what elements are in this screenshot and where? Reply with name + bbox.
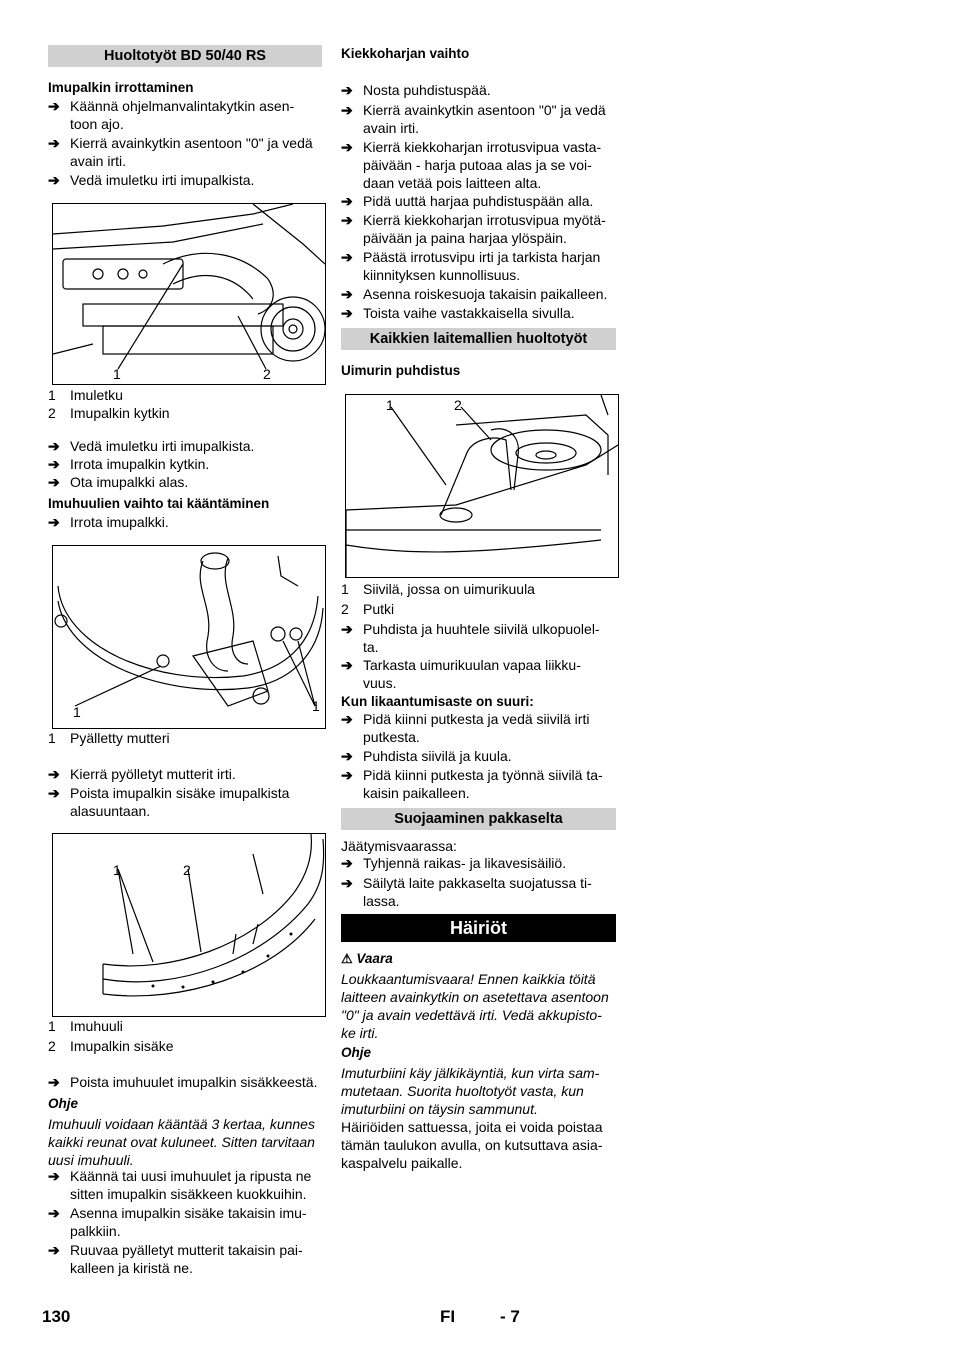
arrow-right-icon: ➔: [341, 139, 353, 155]
arrow-right-icon: ➔: [48, 514, 60, 530]
arrow-right-icon: ➔: [341, 657, 353, 673]
rstep-2: ➔ Kierrä avainkytkin asentoon "0" ja vedä avain irti.: [341, 102, 606, 136]
step-12: ➔ Asenna imupalkin sisäke takaisin imu- palkkiin.: [48, 1205, 307, 1239]
step-1: ➔ Käännä ohjelmanvalintakytkin asen- toon ajo.: [48, 98, 295, 132]
fig4-legend: 1 Siivilä, jossa on uimurikuula 2 Putki: [341, 581, 535, 617]
arrow-right-icon: ➔: [48, 438, 60, 454]
fig1-legend: 1 Imuletku 2 Imupalkin kytkin: [48, 387, 170, 421]
arrow-right-icon: ➔: [341, 286, 353, 302]
body-text: Häiriöiden sattuessa, joita ei voida poistaa tämän taulukon avulla, on kutsuttava asia- kaspalvelu paikalle.: [341, 1119, 603, 1171]
rstep-15: ➔ Säilytä laite pakkaselta suojatussa ti- lassa.: [341, 875, 592, 909]
rstep-4: ➔ Pidä uuttä harjaa puhdistuspään alla.: [341, 193, 594, 209]
arrow-right-icon: ➔: [48, 1242, 60, 1258]
figure-float-strainer: [345, 394, 619, 578]
arrow-right-icon: ➔: [341, 748, 353, 764]
arrow-right-icon: ➔: [48, 766, 60, 782]
rstep-8: ➔ Toista vaihe vastakkaisella sivulla.: [341, 305, 575, 321]
fig2-callout-1a: 1: [73, 704, 81, 720]
arrow-right-icon: ➔: [341, 875, 353, 891]
arrow-right-icon: ➔: [341, 711, 353, 727]
figure-knurled-nut: [52, 545, 326, 729]
fig3-callout-2: 2: [183, 862, 191, 878]
heading-kun-likaantumisaste: Kun likaantumisaste on suuri:: [341, 694, 534, 709]
arrow-right-icon: ➔: [341, 102, 353, 118]
arrow-right-icon: ➔: [341, 767, 353, 783]
arrow-right-icon: ➔: [48, 785, 60, 801]
rstep-10: ➔ Tarkasta uimurikuulan vapaa liikku- vuus.: [341, 657, 581, 691]
heading-uimurin-puhdistus: Uimurin puhdistus: [341, 363, 461, 378]
frost-intro: Jäätymisvaarassa:: [341, 838, 457, 854]
heading-imupalkin-irrottaminen: Imupalkin irrottaminen: [48, 80, 194, 95]
warning-heading: ⚠ Vaara: [341, 951, 393, 966]
step-3: ➔ Vedä imuletku irti imupalkista.: [48, 172, 255, 188]
arrow-right-icon: ➔: [48, 98, 60, 114]
rstep-6: ➔ Päästä irrotusvipu irti ja tarkista harjan kiinnityksen kunnollisuus.: [341, 249, 601, 283]
step-11: ➔ Käännä tai uusi imuhuulet ja ripusta ne sitten imupalkin sisäkkeen kuokkuihin.: [48, 1168, 312, 1202]
note-text: Imuhuuli voidaan kääntää 3 kertaa, kunnes kaikki reunat ovat kuluneet. Sitten tarvitaan uusi imuhuuli.: [48, 1116, 315, 1168]
heading-imuhuulien-vaihto: Imuhuulien vaihto tai kääntäminen: [48, 496, 270, 511]
step-6: ➔ Ota imupalkki alas.: [48, 474, 189, 490]
arrow-right-icon: ➔: [48, 456, 60, 472]
note2-title: Ohje: [341, 1045, 372, 1060]
arrow-right-icon: ➔: [341, 621, 353, 637]
arrow-right-icon: ➔: [48, 474, 60, 490]
step-4: ➔ Vedä imuletku irti imupalkista.: [48, 438, 255, 454]
arrow-right-icon: ➔: [48, 135, 60, 151]
language-code: FI: [440, 1307, 456, 1326]
fig2-legend: 1 Pyälletty mutteri: [48, 730, 170, 746]
sub-page-number: - 7: [500, 1307, 520, 1326]
page-number: 130: [42, 1307, 71, 1326]
fig1-callout-2: 2: [263, 366, 271, 382]
fig4-callout-1: 1: [386, 397, 394, 413]
rstep-9: ➔ Puhdista ja huuhtele siivilä ulkopuolel- ta.: [341, 621, 600, 655]
rstep-7: ➔ Asenna roiskesuoja takaisin paikalleen.: [341, 286, 608, 302]
arrow-right-icon: ➔: [341, 193, 353, 209]
fig4-callout-2: 2: [454, 397, 462, 413]
arrow-right-icon: ➔: [48, 172, 60, 188]
note-title: Ohje: [48, 1096, 79, 1111]
figure-suction-lip: [52, 833, 326, 1017]
warning-text: Loukkaantumisvaara! Ennen kaikkia töitä laitteen avainkytkin on asetettava asentoon "0" ja avain vedettävä irti. Vedä akkupisto- ke irti.: [341, 971, 609, 1041]
arrow-right-icon: ➔: [341, 855, 353, 871]
figure-suction-hose: [52, 203, 326, 385]
section-band-hairiot: Häiriöt: [341, 914, 616, 942]
step-8: ➔ Kierrä pyölletyt mutterit irti.: [48, 766, 236, 782]
step-10: ➔ Poista imuhuulet imupalkin sisäkkeestä.: [48, 1074, 318, 1090]
step-7: ➔ Irrota imupalkki.: [48, 514, 169, 530]
rstep-14: ➔ Tyhjennä raikas- ja likavesisäiliö.: [341, 855, 567, 871]
arrow-right-icon: ➔: [341, 212, 353, 228]
fig3-legend: 1 Imuhuuli 2 Imupalkin sisäke: [48, 1018, 174, 1054]
rstep-13: ➔ Pidä kiinni putkesta ja työnnä siivilä ta- kaisin paikalleen.: [341, 767, 603, 801]
warning-triangle-icon: ⚠: [341, 951, 353, 966]
rstep-11: ➔ Pidä kiinni putkesta ja vedä siivilä irti putkesta.: [341, 711, 590, 745]
rstep-12: ➔ Puhdista siivilä ja kuula.: [341, 748, 512, 764]
section-band-kaikkien-laitemallien: Kaikkien laitemallien huoltotyöt: [341, 328, 616, 350]
step-2: ➔ Kierrä avainkytkin asentoon "0" ja vedä avain irti.: [48, 135, 313, 169]
note2-text: Imuturbiini käy jälkikäyntiä, kun virta sam- mutetaan. Suorita huoltotyöt vasta, kun imuturbiini on täysin sammunut.: [341, 1065, 600, 1117]
arrow-right-icon: ➔: [341, 82, 353, 98]
arrow-right-icon: ➔: [341, 249, 353, 265]
rstep-5: ➔ Kierrä kiekkoharjan irrotusvipua myötä- päivään ja paina harjaa ylöspäin.: [341, 212, 606, 246]
arrow-right-icon: ➔: [48, 1074, 60, 1090]
arrow-right-icon: ➔: [341, 305, 353, 321]
rstep-3: ➔ Kierrä kiekkoharjan irrotusvipua vasta- päivään - harja putoaa alas ja se voi- daan vetää pois laitteen alta.: [341, 139, 602, 191]
fig3-callout-1: 1: [113, 862, 121, 878]
rstep-1: ➔ Nosta puhdistuspää.: [341, 82, 491, 98]
heading-kiekkoharjan-vaihto: Kiekkoharjan vaihto: [341, 46, 470, 61]
arrow-right-icon: ➔: [48, 1205, 60, 1221]
section-band-suojaaminen: Suojaaminen pakkaselta: [341, 808, 616, 830]
fig2-callout-1b: 1: [312, 698, 320, 714]
step-13: ➔ Ruuvaa pyälletyt mutterit takaisin pai- kalleen ja kiristä ne.: [48, 1242, 303, 1276]
step-5: ➔ Irrota imupalkin kytkin.: [48, 456, 210, 472]
step-9: ➔ Poista imupalkin sisäke imupalkista alasuuntaan.: [48, 785, 290, 819]
fig1-callout-1: 1: [113, 366, 121, 382]
section-band-bd5040rs: Huoltotyöt BD 50/40 RS: [48, 45, 322, 67]
arrow-right-icon: ➔: [48, 1168, 60, 1184]
